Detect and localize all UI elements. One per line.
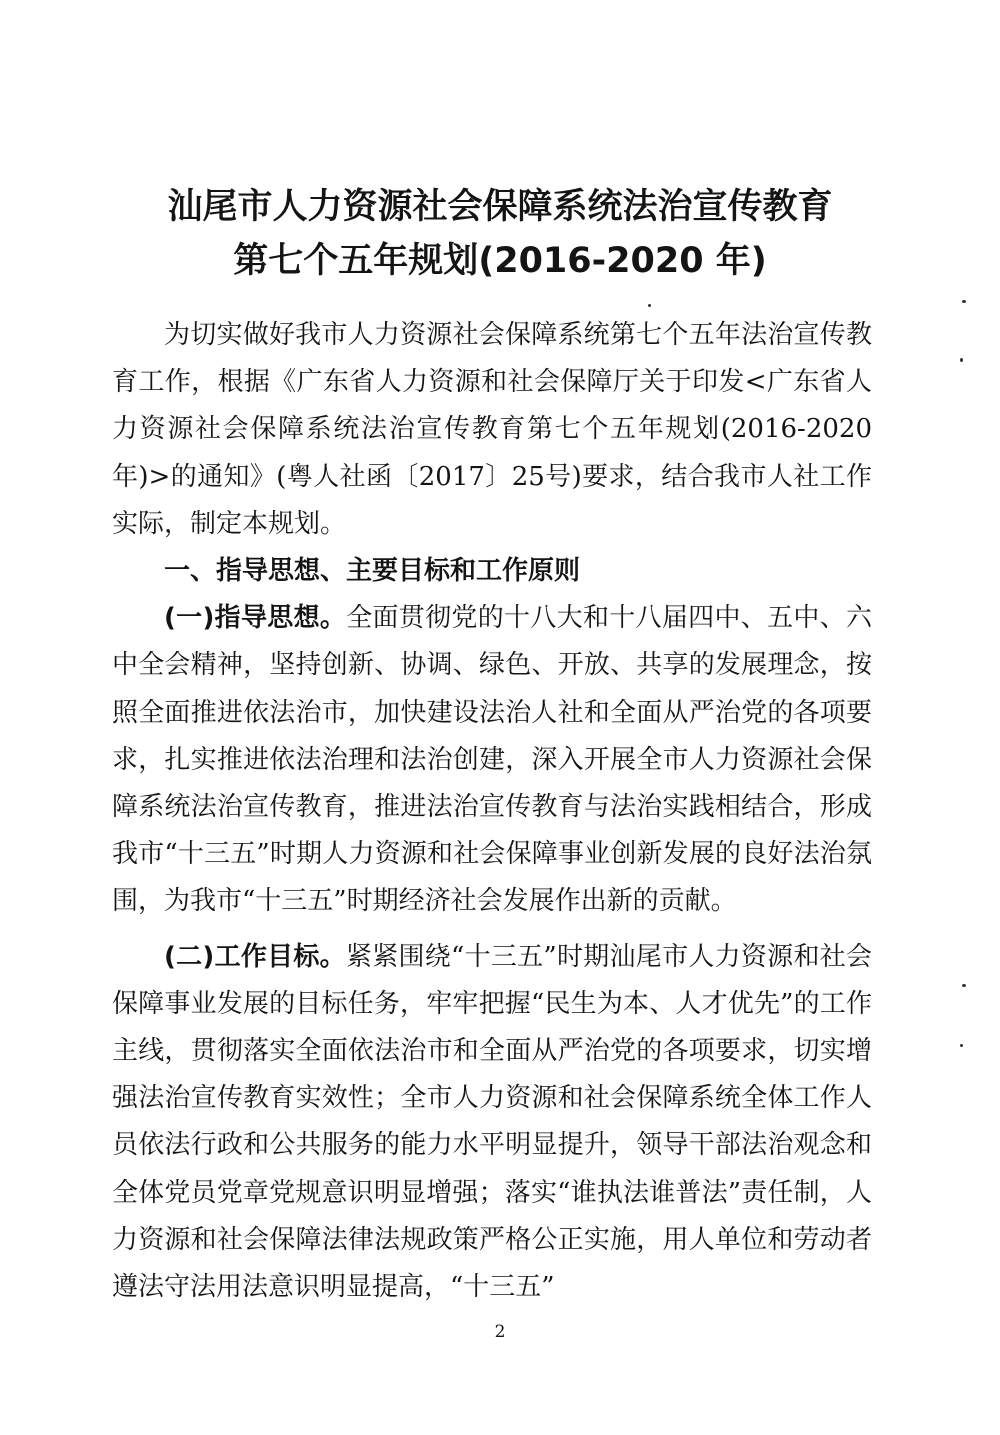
- work-goals-paragraph: [112, 934, 872, 1312]
- scan-speck: [962, 300, 966, 303]
- page-number: 2: [494, 1322, 506, 1342]
- section-heading-1: 一、指导思想、主要目标和工作原则: [164, 556, 581, 587]
- document-title-line-1: 汕尾市人力资源社会保障系统法治宣传教育: [167, 187, 833, 227]
- intro-paragraph: 为切实做好我市人力资源社会保障系统第七个五年法治宣传教育工作，根据《广东省人力资源和社会保障厅关于印发<广东省人力资源社会保障系统法治宣传教育第七个五年规划(2016-2020年)>的通知》(粤人社函〔2017〕25号)要求，结合我市人社工作实际，制定本规划。: [112, 320, 872, 539]
- document-body: [112, 312, 872, 1311]
- scan-speck: [962, 984, 966, 987]
- scan-speck: [960, 1044, 963, 1047]
- guiding-ideology-lead: (一)指导思想。: [164, 603, 347, 634]
- guiding-ideology-text: 全面贯彻党的十八大和十八届四中、五中、六中全会精神，坚持创新、协调、绿色、开放、共享的发展理念，按照全面推进依法治市，加快建设法治人社和全面从严治党的各项要求，扎实推进依法治理和法治创建，深入开展全市人力资源社会保障系统法治宣传教育，推进法治宣传教育与法治实践相结合，形成我市“十三五”时期人力资源和社会保障事业创新发展的良好法治氛围，为我市“十三五”时期经济社会发展作出新的贡献。: [112, 603, 872, 917]
- guiding-ideology-paragraph: [112, 595, 872, 925]
- document-title-line-2: 第七个五年规划(2016-2020 年): [233, 241, 767, 281]
- scan-speck: [960, 358, 963, 362]
- work-goals-text: 紧紧围绕“十三五”时期汕尾市人力资源和社会保障事业发展的目标任务，牢牢把握“民生为本、人才优先”的工作主线，贯彻落实全面依法治市和全面从严治党的各项要求，切实增强法治宣传教育实效性；全市人力资源和社会保障系统全体工作人员依法行政和公共服务的能力水平明显提升，领导干部法治观念和全体党员党章党规意识明显增强；落实“谁执法谁普法”责任制，人力资源和社会保障法律法规政策严格公正实施，用人单位和劳动者遵法守法用法意识明显提高，“十三五”: [112, 941, 872, 1303]
- scan-speck: [648, 304, 651, 307]
- work-goals-lead: (二)工作目标。: [164, 941, 346, 972]
